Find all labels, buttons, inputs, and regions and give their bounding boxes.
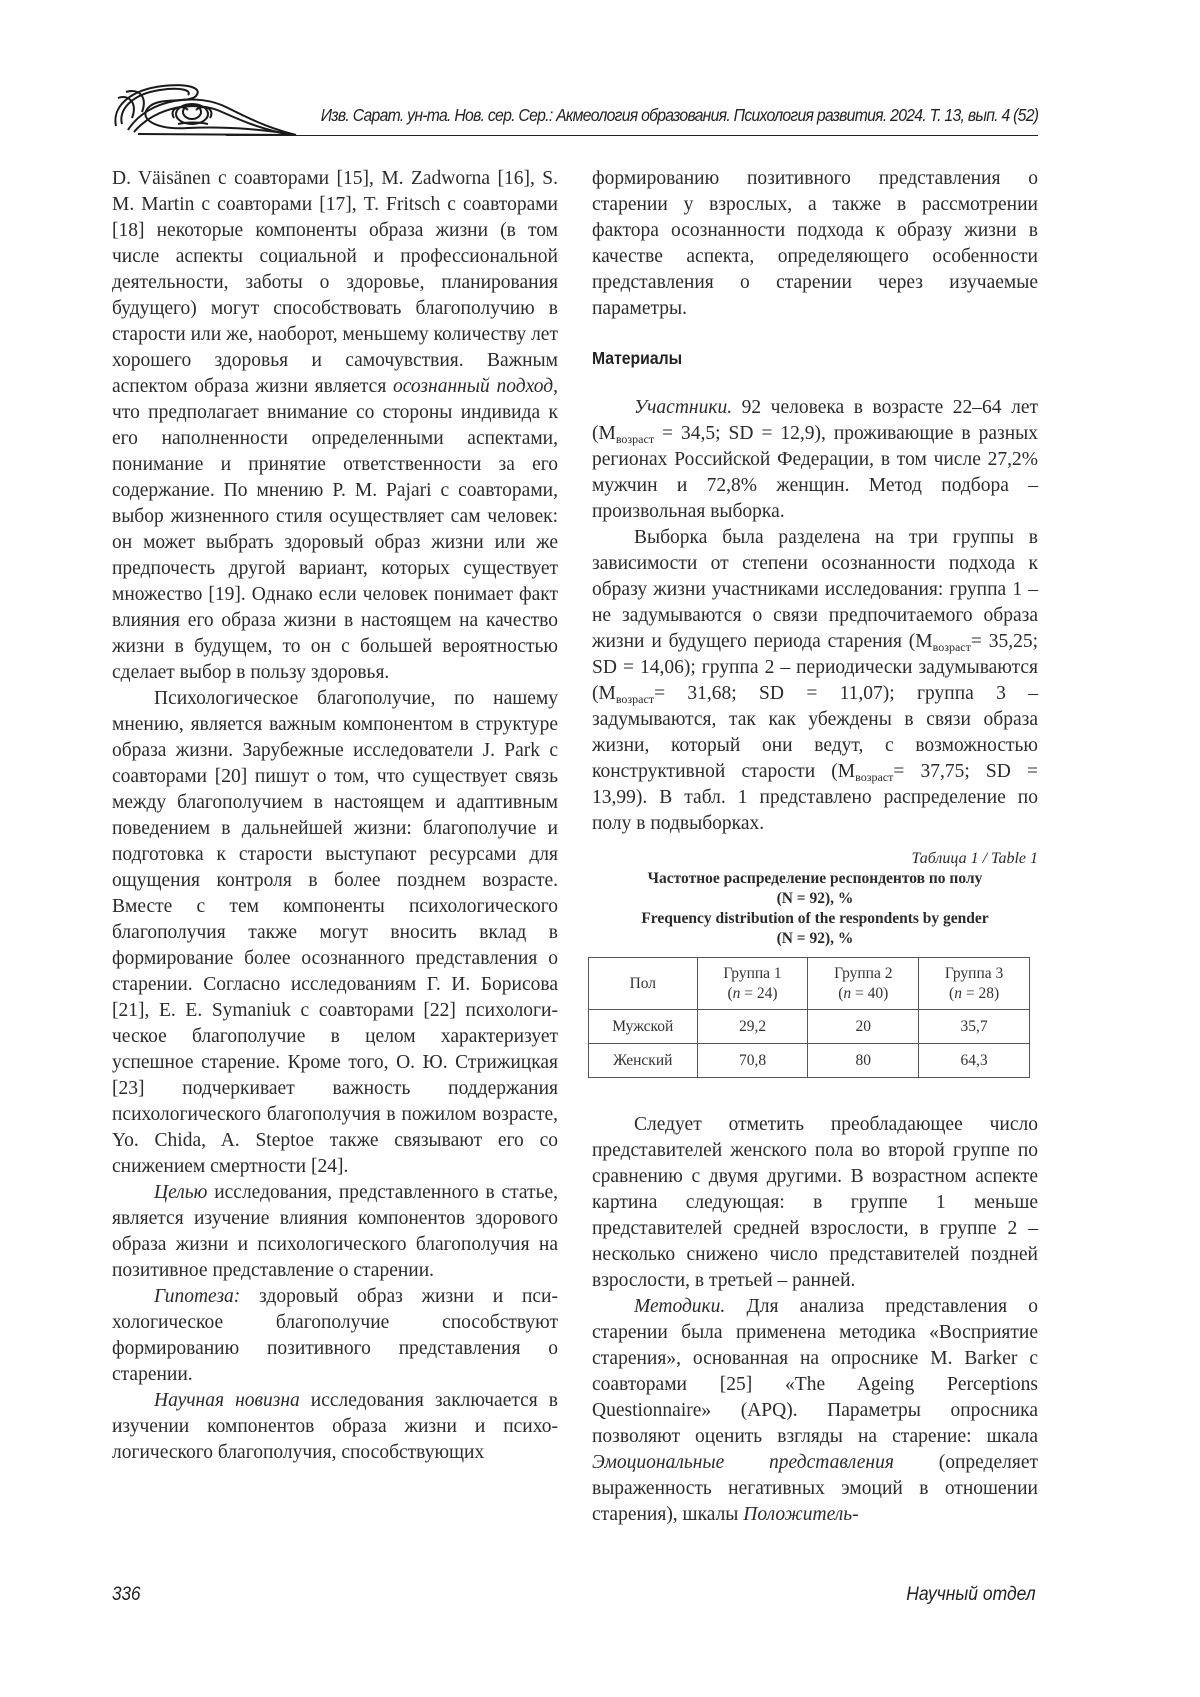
paragraph-groups <box>592 525 1038 837</box>
running-header <box>108 78 1038 138</box>
text-span: = 35,25; SD = 14,06); группа 2 – периодически задумываются (M <box>592 631 1038 704</box>
emphasis: Методики. <box>634 1296 726 1317</box>
table-title-line: Frequency distribution of the respondents by gender <box>641 910 989 927</box>
text-span: здоровый образ жизни и психологическое благополучие способствуют формированию позитивного представления о старении. <box>112 1286 558 1385</box>
table-title-line: Частотное распределение респондентов по полу <box>647 870 983 887</box>
paragraph-lifestyle <box>112 166 558 686</box>
group-name: Группа 1 <box>723 964 782 982</box>
paragraph-novelty <box>112 1388 558 1466</box>
paragraph-novelty-cont: формированию позитивного представления о старении у взрослых, а также в рассмотрении фактора осознанности подхода к образу жизни в качестве аспекта, определяющего особенности представления о старении через изучаемые параметры. <box>592 168 1038 319</box>
n-value: = 40) <box>851 984 889 1002</box>
subscript: возраст <box>855 770 894 784</box>
n-label: n <box>843 984 852 1002</box>
n-value: = 28) <box>961 984 1000 1002</box>
paragraph-aim <box>112 1180 558 1284</box>
n-label: n <box>732 984 741 1002</box>
paragraph-wellbeing: Психологическое благополучие, по нашему мнению, является важным компонентом в структуре образа жизни. Зарубежные исследователи J. Park с соавторами [20] пишут о том, что существует связь между благополучием в настоящем и адаптивным поведением в дальнейшей жизни: благополучие и подготовка к старости выступают ресурсами для ощущения контроля в более позднем возрасте. Вместе с тем компоненты психологического благополучия также могут вносить вклад в формирование более осознанного представления о старении. Согласно исследованиям Г. И. Борисова [21], E. E. Symaniuk с соавторами [22] психологическое благополучие в целом характеризует успешное старение. Кроме того, О. Ю. Стрижицкая [23] подчеркивает важность поддержания психологического благополучия в пожилом возрасте, Yo. Chida, A. Steptoe также связывают его со снижением смертности [24]. <box>112 688 558 1177</box>
header-cell-group-2: Группа 2 (n = 40) <box>808 958 919 1010</box>
text-span: Выборка была разделена на три группы в зависимости от степени осознанности подхода к образу жизни участниками исследования: группа 1 – не задумываются о связи предпочитаемого образа жизни и будущего периода старения (M <box>592 527 1038 652</box>
right-column <box>592 166 1038 1528</box>
table-row-male <box>589 1010 1030 1044</box>
row-label: Мужской <box>589 1010 698 1044</box>
cell-value: 64,3 <box>919 1044 1030 1078</box>
paragraph-table-discussion: Следует отметить преобладающее число представителей женского пола во второй группе по сравнению с двумя другими. В возрастном аспекте картина следующая: в группе 1 меньше представителей средней взрослости, в группе 2 – несколько снижено число представителей поздней взрослости, в третьей – ранней. <box>592 1114 1038 1291</box>
group-name: Группа 3 <box>944 964 1004 982</box>
paragraph-participants <box>592 395 1038 525</box>
journal-title: Изв. Сарат. ун-та. Нов. сер. Сер.: Акмеология образования. Психология развития. 2024. Т. 13, вып. 4 (52) <box>320 105 1038 125</box>
text-span: , что предполагает внимание со стороны индивида к его наполненности определенными аспектами, понимание и принятие ответственности за его содержание. По мнению P. M. Pajari с соавторами, выбор жизненного стиля осуществляет сам человек: он может выбрать здоровый образ жизни или же предпочесть другой вариант, которых существует множество [19]. Однако если человек понимает факт влияния его образа жизни в настоящем на качество жизни в будущем, то он с большей вероятностью сделает выбор в пользу здоровья. <box>112 376 558 683</box>
page-number: 336 <box>112 1584 141 1605</box>
art-nouveau-ornament-icon <box>108 78 298 138</box>
text-span: (определяет выраженность негативных эмоций в отношении старения), шкалы <box>592 1452 1038 1525</box>
group-name: Группа 2 <box>834 964 893 982</box>
emphasis: Участники. <box>634 397 733 418</box>
header-cell-gender: Пол <box>589 958 698 1010</box>
subscript: возраст <box>615 692 655 706</box>
emphasis: Научная новизна <box>154 1390 300 1411</box>
table-title-line: (N = 92), % <box>776 930 854 947</box>
subscript: возраст <box>932 640 971 654</box>
table-header-row <box>589 958 1030 1010</box>
text-span: = 31,68; SD = 11,07); группа 3 – задумываются, так как убеждены в связи образа жизни, который они ведут, с возможностью конструктивной старости (M <box>592 683 1038 782</box>
text-span: = 37,75; SD = 13,99). В табл. 1 представлено распределение по полу в подвыборках. <box>592 761 1038 834</box>
emphasis: Положитель- <box>743 1504 859 1525</box>
section-heading-materials: Материалы <box>592 348 683 368</box>
left-column <box>112 166 558 1466</box>
emphasis: Целью <box>154 1182 208 1203</box>
text-span: 92 человека в возрасте 22–64 лет (M <box>592 397 1038 444</box>
header-cell-group-1: Группа 1 (n = 24) <box>697 958 808 1010</box>
text-span: Для анализа представления о старении была применена методика «Восприятие старения», основанная на опроснике M. Barker с соавторами [25] «The Ageing Perceptions Questionnaire» (APQ). Параметры опросника позволяют оценить взгляды на старение: шкала <box>592 1296 1038 1447</box>
text-span: D. Väisänen с соавторами [15], M. Zadworna [16], S. M. Martin с соавторами [17], T. Fritsch с соавторами [18] некоторые компоненты образа жизни (в том числе аспекты социальной и профессиональной деятельности, заботы о здоровье, планирования будущего) могут способствовать благополучию в старости или же, наоборот, меньшему количеству лет хорошего здоровья и самочувствия. Важным аспектом образа жизни является <box>112 168 558 397</box>
text-span: исследования заключается в изучении компонентов образа жизни и психологического благополучия, способствующих <box>112 1390 558 1463</box>
table-row-female <box>589 1044 1030 1078</box>
n-value: = 24) <box>740 984 778 1002</box>
table-label: Таблица 1 / Table 1 <box>911 850 1038 867</box>
text-span: исследования, представленного в статье, является изучение влияния компонентов здорового образа жизни и психологического благополучия на позитивное представление о старении. <box>112 1182 558 1281</box>
text-span: = 34,5; SD = 12,9), проживающие в разных регионах Российской Федерации, в том числе 27,2% мужчин и 72,8% женщин. Метод подбора – произвольная выборка. <box>592 423 1038 522</box>
emphasis: Гипотеза: <box>154 1286 241 1307</box>
row-label: Женский <box>589 1044 698 1078</box>
cell-value: 20 <box>808 1010 919 1044</box>
subscript: возраст <box>615 432 655 446</box>
n-label: n <box>954 984 962 1002</box>
cell-value: 70,8 <box>697 1044 808 1078</box>
cell-value: 80 <box>808 1044 919 1078</box>
table-title-ru <box>592 869 1038 909</box>
section-name: Научный отдел <box>906 1584 1036 1605</box>
cell-value: 35,7 <box>919 1010 1030 1044</box>
gender-distribution-table <box>588 957 1030 1078</box>
cell-value: 29,2 <box>697 1010 808 1044</box>
header-cell-group-3: Группа 3 (n = 28) <box>919 958 1030 1010</box>
emphasis: осознанный подход <box>393 376 554 397</box>
paragraph-methods <box>592 1294 1038 1528</box>
paragraph-hypothesis <box>112 1284 558 1388</box>
emphasis: Эмоциональные представления <box>592 1452 894 1473</box>
header-rule <box>226 135 1038 136</box>
table-title-en <box>592 909 1038 949</box>
table-title-line: (N = 92), % <box>776 890 854 907</box>
